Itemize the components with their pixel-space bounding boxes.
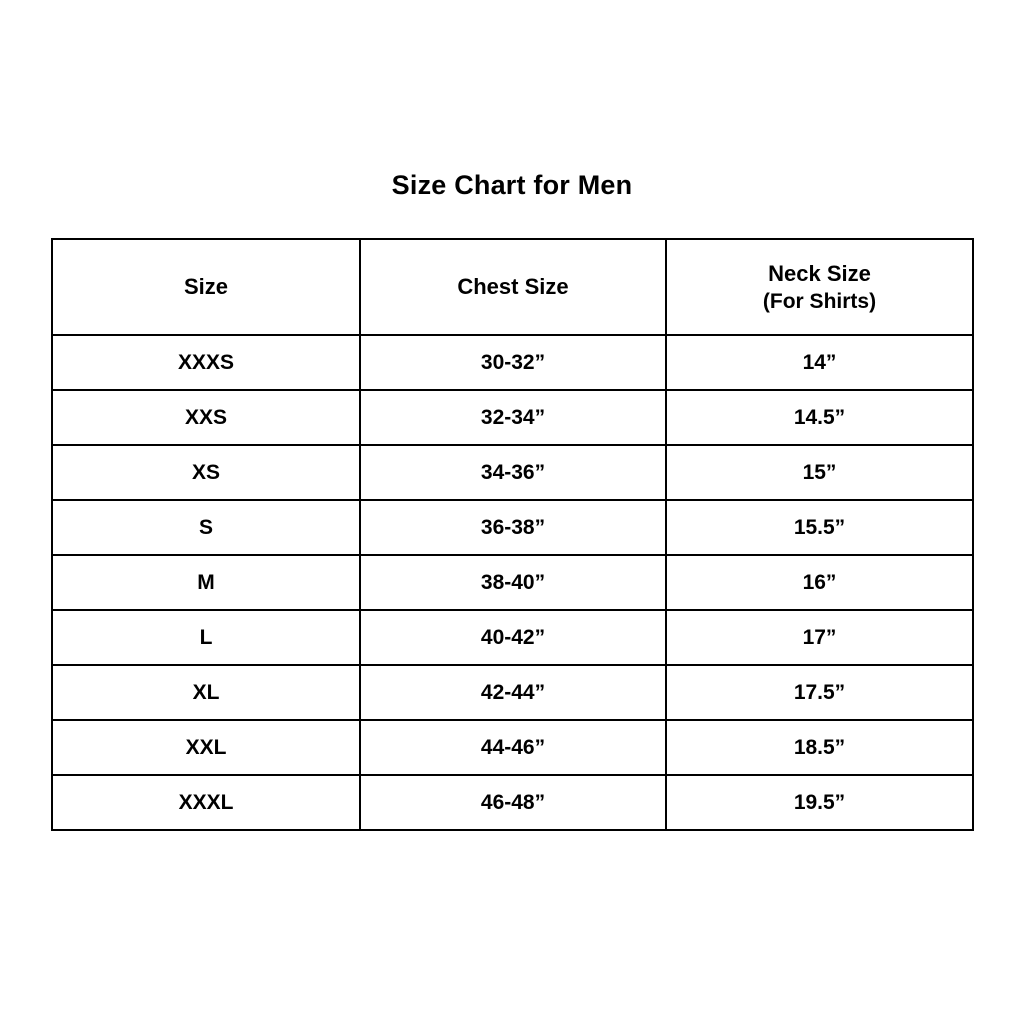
cell-size: L (52, 610, 360, 665)
column-header-chest-size (360, 239, 666, 335)
cell-chest: 36-38” (360, 500, 666, 555)
column-header-neck-size-label: Neck Size (768, 260, 871, 286)
column-header-size-label: Size (183, 274, 229, 300)
table-row (52, 500, 973, 555)
cell-chest: 42-44” (360, 665, 666, 720)
table-header (52, 239, 973, 335)
table-row (52, 555, 973, 610)
table-row (52, 335, 973, 390)
size-chart-table-wrapper (51, 238, 972, 831)
cell-chest: 32-34” (360, 390, 666, 445)
cell-chest: 44-46” (360, 720, 666, 775)
cell-size: XXS (52, 390, 360, 445)
cell-neck: 16” (666, 555, 973, 610)
cell-size: S (52, 500, 360, 555)
cell-chest: 30-32” (360, 335, 666, 390)
cell-size: XXL (52, 720, 360, 775)
cell-neck: 17.5” (666, 665, 973, 720)
table-row (52, 610, 973, 665)
cell-size: XS (52, 445, 360, 500)
cell-neck: 18.5” (666, 720, 973, 775)
table-row (52, 720, 973, 775)
cell-size: XXXS (52, 335, 360, 390)
cell-neck: 15.5” (666, 500, 973, 555)
cell-neck: 15” (666, 445, 973, 500)
table-row (52, 775, 973, 830)
cell-size: XXXL (52, 775, 360, 830)
cell-size: M (52, 555, 360, 610)
cell-neck: 19.5” (666, 775, 973, 830)
size-chart-table (51, 238, 974, 831)
column-header-size (52, 239, 360, 335)
cell-neck: 14” (666, 335, 973, 390)
page-title: Size Chart for Men (391, 170, 633, 200)
table-header-row (52, 239, 973, 335)
cell-chest: 38-40” (360, 555, 666, 610)
table-row (52, 445, 973, 500)
cell-size: XL (52, 665, 360, 720)
table-body (52, 335, 973, 830)
cell-neck: 17” (666, 610, 973, 665)
column-header-neck-size (666, 239, 973, 335)
cell-chest: 46-48” (360, 775, 666, 830)
column-header-neck-size-sublabel: (For Shirts) (762, 289, 877, 313)
table-row (52, 665, 973, 720)
cell-neck: 14.5” (666, 390, 973, 445)
cell-chest: 34-36” (360, 445, 666, 500)
column-header-chest-size-label: Chest Size (457, 274, 569, 300)
table-row (52, 390, 973, 445)
cell-chest: 40-42” (360, 610, 666, 665)
